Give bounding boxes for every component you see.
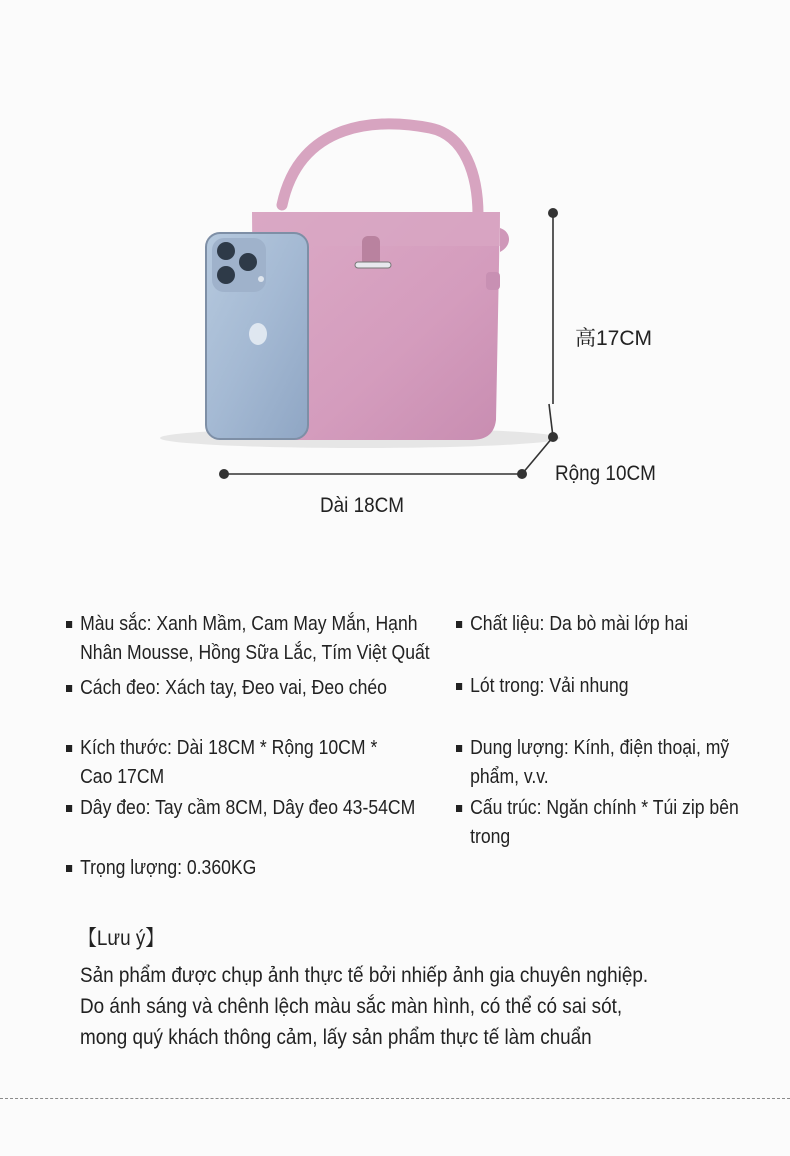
spec-color: Màu sắc: Xanh Mầm, Cam May Mắn, Hạnh Nhân Mousse, Hồng Sữa Lắc, Tím Việt Quất: [66, 610, 436, 668]
note-text: [80, 960, 648, 1053]
bullet-icon: [66, 745, 72, 752]
bullet-icon: [456, 805, 462, 812]
bullet-icon: [456, 683, 462, 690]
spec-carry: Cách đeo: Xách tay, Đeo vai, Đeo chéo: [66, 674, 436, 703]
note-line: Do ánh sáng và chênh lệch màu sắc màn hình, có thể có sai sót,: [80, 995, 623, 1018]
height-label: 高17CM: [575, 327, 653, 350]
spec-strap: Dây đeo: Tay cầm 8CM, Dây đeo 43-54CM: [66, 794, 453, 823]
bullet-icon: [456, 621, 462, 628]
spec-capacity: Dung lượng: Kính, điện thoại, mỹ phẩm, v.v.: [456, 734, 746, 792]
width-label: Rộng 10CM: [555, 462, 656, 485]
bullet-icon: [66, 621, 72, 628]
note-line: Sản phẩm được chụp ảnh thực tế bởi nhiếp ảnh gia chuyên nghiệp.: [80, 964, 649, 987]
spec-weight: Trọng lượng: 0.360KG: [66, 854, 436, 883]
spec-size: Kích thước: Dài 18CM * Rộng 10CM * Cao 17CM: [66, 734, 400, 792]
phone-icon: [206, 233, 308, 439]
dashed-divider: [0, 1098, 790, 1099]
bullet-icon: [66, 805, 72, 812]
length-label: Dài 18CM: [320, 494, 405, 517]
bag-handle: [282, 124, 478, 215]
product-figure: [0, 0, 790, 560]
spec-material: Chất liệu: Da bò mài lớp hai: [456, 610, 738, 639]
bullet-icon: [66, 865, 72, 872]
bag-with-phone-illustration: [0, 0, 790, 560]
bullet-icon: [456, 745, 462, 752]
bullet-icon: [66, 685, 72, 692]
spec-lining: Lót trong: Vải nhung: [456, 672, 738, 701]
note-title: 【Lưu ý】: [78, 927, 165, 950]
spec-structure: Cấu trúc: Ngăn chính * Túi zip bên trong: [456, 794, 746, 852]
note-line: mong quý khách thông cảm, lấy sản phẩm thực tế làm chuẩn: [80, 1026, 592, 1049]
